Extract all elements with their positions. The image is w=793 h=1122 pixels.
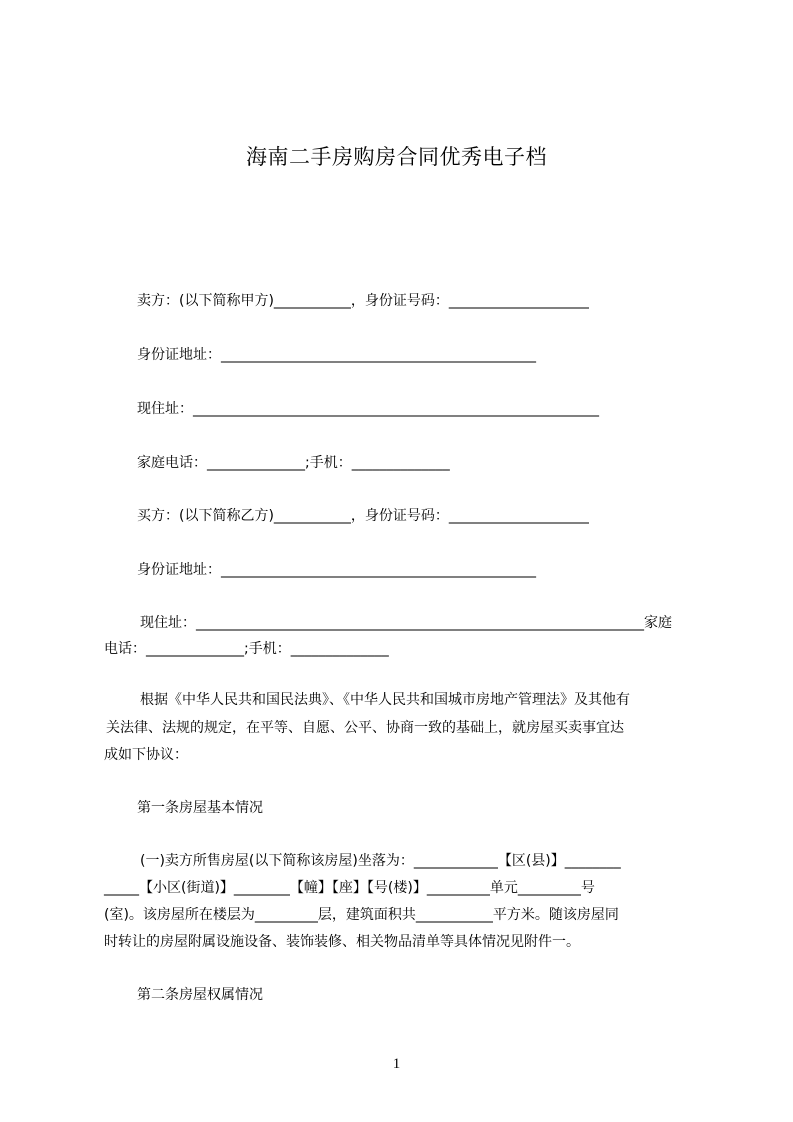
article1-line-1: (一)卖方所售房屋(以下简称该房屋)坐落为：____________【区(县)】________	[140, 853, 621, 869]
article1-heading: 第一条房屋基本情况	[137, 800, 263, 816]
buyer-phone-line: 电话：______________;手机：______________	[104, 641, 389, 657]
article1-line-3: (室)。该房屋所在楼层为_________层，建筑面积共___________平方米。随该房屋同	[104, 907, 619, 923]
article2-heading: 第二条房屋权属情况	[137, 987, 263, 1003]
article1-line-4: 时转让的房屋附属设施设备、装饰装修、相关物品清单等具体情况见附件一。	[104, 934, 580, 950]
buyer-id-address-line: 身份证地址：_____________________________________________	[137, 562, 536, 578]
article1-line-2: _____【小区(街道)】________【幢】【座】【号(楼)】_________单元_________号	[104, 880, 595, 896]
preamble-line-1: 根据《中华人民共和国民法典》、《中华人民共和国城市房地产管理法》及其他有	[140, 692, 630, 708]
page-title: 海南二手房购房合同优秀电子档	[246, 145, 547, 169]
seller-current-address-line: 现住址：__________________________________________________________	[137, 401, 599, 417]
preamble-line-2: 关法律、法规的规定，在平等、自愿、公平、协商一致的基础上，就房屋买卖事宜达	[106, 720, 624, 736]
seller-id-address-line: 身份证地址：_____________________________________________	[137, 347, 536, 363]
seller-phone-line: 家庭电话：______________;手机：______________	[137, 455, 450, 471]
buyer-current-address-line: 现住址：________________________________________________________________家庭	[140, 615, 672, 631]
page-number: 1	[392, 1056, 401, 1072]
preamble-line-3: 成如下协议：	[104, 747, 188, 763]
buyer-name-id-line: 买方：(以下简称乙方)___________，身份证号码：____________________	[137, 508, 589, 524]
seller-name-id-line: 卖方：(以下简称甲方)___________，身份证号码：____________________	[137, 293, 589, 309]
